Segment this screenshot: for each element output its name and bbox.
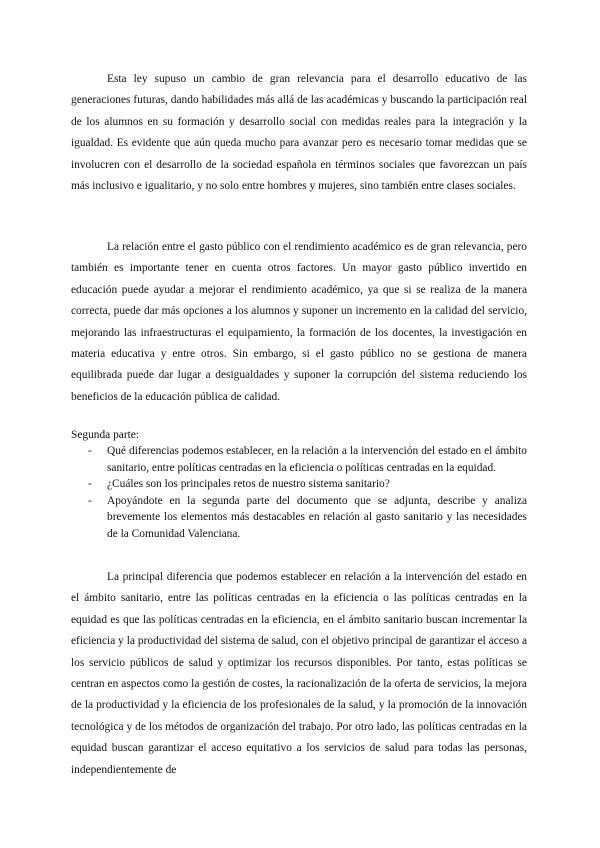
- question-text: ¿Cuáles son los principales retos de nuestro sistema sanitario?: [107, 478, 390, 491]
- paragraph-ley-educativa: Esta ley supuso un cambio de gran relevancia para el desarrollo educativo de las generaciones futuras, dando habilidades más allá de las académicas y buscando la participación real de los alumnos en su formación y desarrollo social con medidas reales para la integración y la igualdad. Es evidente que aún queda mucho para avanzar pero es necesario tomar medidas que se involucren con el desarrollo de la sociedad española en términos sociales que favorezcan un país más inclusivo e igualitario, y no solo entre hombres y mujeres, sino también entre clases sociales.: [71, 73, 527, 193]
- list-dash: -: [88, 445, 92, 457]
- paragraph-eficiencia-equidad: La principal diferencia que podemos establecer en relación a la intervención del estado en el ámbito sanitario, entre las políticas centradas en la eficiencia o las políticas centradas en la equidad es que las políticas centradas en la eficiencia, en el ámbito sanitario buscan incrementar la eficiencia y la productividad del sistema de salud, con el objetivo principal de garantizar el acceso a los servicio públicos de salud y optimizar los recursos disponibles. Por tanto, estas políticas se centran en aspectos como la gestión de costes, la racionalización de la oferta de servicios, la mejora de la productividad y la eficiencia de los profesionales de la salud, y la promoción de la innovación tecnológica y de los métodos de organización del trabajo. Por otro lado, las políticas centradas en la equidad buscan garantizar el acceso equitativo a los servicios de salud para todas las personas, independientemente de: [71, 571, 527, 776]
- list-dash: -: [88, 478, 92, 491]
- question-list: [71, 443, 527, 543]
- question-text: Qué diferencias podemos establecer, en la relación a la intervención del estado en el ámbito sanitario, entre políticas centradas en la eficiencia o políticas centradas en la equidad.: [107, 445, 527, 474]
- list-dash: -: [88, 494, 92, 507]
- paragraph-gasto-publico: La relación entre el gasto público con el rendimiento académico es de gran relevancia, pero también es importante tener en cuenta otros factores. Un mayor gasto público invertido en educación puede ayudar a mejorar el rendimiento académico, ya que si se realiza de la manera correcta, puede dar más opciones a los alumnos y suponer un incremento en la calidad del servicio, mejorando las infraestructuras el equipamiento, la formación de los docentes, la investigación en materia educativa y entre otros. Sin embargo, si el gasto público no se gestiona de manera equilibrada puede dar lugar a desigualdades y suponer la corrupción del sistema reduciendo los beneficios de la educación pública de calidad.: [71, 241, 527, 403]
- question-text: Apoyándote en la segunda parte del documento que se adjunta, describe y analiza brevemente los elementos más destacables en relación al gasto sanitario y las necesidades de la Comunidad Valenciana.: [107, 494, 527, 540]
- list-item: [71, 476, 527, 493]
- list-item: [71, 443, 527, 476]
- list-item: [71, 493, 527, 543]
- section-heading: Segunda parte:: [71, 429, 140, 441]
